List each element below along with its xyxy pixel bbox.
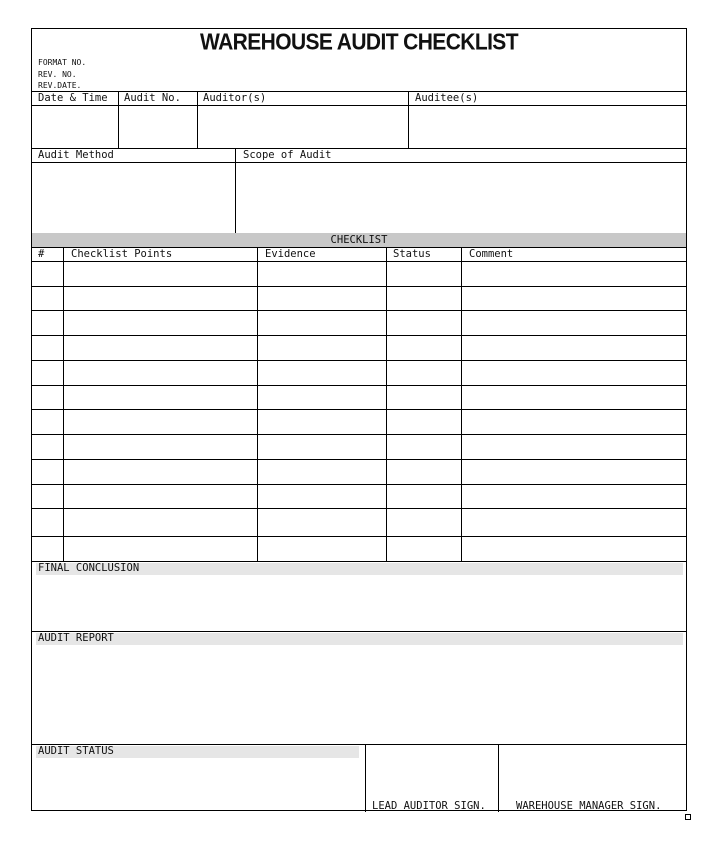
column-comment-label: Comment bbox=[469, 248, 514, 260]
table-row bbox=[32, 409, 686, 410]
format-no-label: FORMAT NO. bbox=[38, 58, 87, 67]
rev-no-label: REV. NO. bbox=[38, 70, 77, 79]
divider bbox=[118, 91, 119, 148]
table-row bbox=[32, 508, 686, 509]
divider bbox=[32, 105, 686, 106]
audit-report-label: AUDIT REPORT bbox=[38, 632, 114, 644]
table-row bbox=[32, 484, 686, 485]
divider bbox=[408, 91, 409, 148]
table-row bbox=[32, 310, 686, 311]
rev-date-label: REV.DATE. bbox=[38, 81, 82, 90]
section-band bbox=[36, 633, 683, 645]
divider bbox=[498, 744, 499, 812]
audit-method-label: Audit Method bbox=[38, 149, 114, 161]
date-time-label: Date & Time bbox=[38, 92, 108, 104]
table-row bbox=[32, 536, 686, 537]
table-row bbox=[32, 286, 686, 287]
table-row bbox=[32, 335, 686, 336]
divider bbox=[32, 261, 686, 262]
column-number-label: # bbox=[38, 248, 45, 260]
divider bbox=[63, 247, 64, 561]
lead-auditor-sign-label: LEAD AUDITOR SIGN. bbox=[372, 800, 486, 812]
table-row bbox=[32, 459, 686, 460]
final-conclusion-label: FINAL CONCLUSION bbox=[38, 562, 140, 574]
scope-of-audit-label: Scope of Audit bbox=[243, 149, 332, 161]
form-title: WAREHOUSE AUDIT CHECKLIST bbox=[200, 29, 518, 56]
column-checklist-points-label: Checklist Points bbox=[71, 248, 173, 260]
divider bbox=[32, 631, 686, 632]
column-evidence-label: Evidence bbox=[265, 248, 316, 260]
column-status-label: Status bbox=[393, 248, 431, 260]
divider bbox=[197, 91, 198, 148]
table-row bbox=[32, 385, 686, 386]
divider bbox=[257, 247, 258, 561]
resize-handle[interactable] bbox=[685, 814, 691, 820]
divider bbox=[461, 247, 462, 561]
divider bbox=[32, 148, 686, 149]
divider bbox=[235, 148, 236, 233]
table-row bbox=[32, 434, 686, 435]
warehouse-manager-sign-label: WAREHOUSE MANAGER SIGN. bbox=[516, 800, 662, 812]
table-row bbox=[32, 360, 686, 361]
audit-status-label: AUDIT STATUS bbox=[38, 745, 114, 757]
divider bbox=[365, 744, 366, 812]
auditors-label: Auditor(s) bbox=[203, 92, 267, 104]
divider bbox=[386, 247, 387, 561]
audit-form bbox=[31, 28, 687, 811]
divider bbox=[32, 162, 686, 163]
checklist-heading: CHECKLIST bbox=[32, 233, 686, 247]
audit-no-label: Audit No. bbox=[124, 92, 181, 104]
auditees-label: Auditee(s) bbox=[415, 92, 479, 104]
divider bbox=[32, 744, 686, 745]
